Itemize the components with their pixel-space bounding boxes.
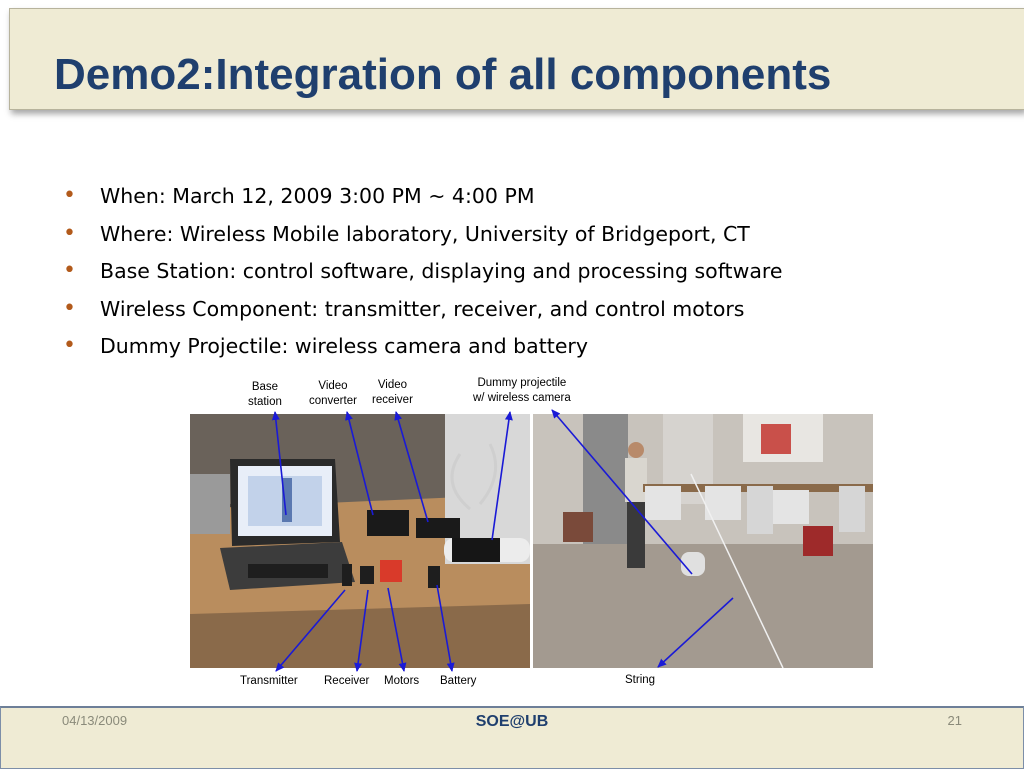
video-converter-label: Video converter xyxy=(309,380,357,407)
bullet-item xyxy=(60,216,990,254)
bullet-text: Dummy Projectile: wireless camera and battery xyxy=(100,334,588,358)
classroom-photo xyxy=(533,414,873,668)
bullet-text: When: March 12, 2009 3:00 PM ~ 4:00 PM xyxy=(100,184,535,208)
slide-number: 21 xyxy=(947,713,962,728)
bullet-item xyxy=(60,291,990,329)
bullet-item xyxy=(60,328,990,366)
bullet-icon: • xyxy=(63,183,76,208)
battery-label: Battery xyxy=(440,675,477,687)
bullet-item xyxy=(60,178,990,216)
footer-date: 04/13/2009 xyxy=(62,713,128,728)
footer-title: SOE@UB xyxy=(475,713,549,730)
transmitter-label: Transmitter xyxy=(240,675,298,687)
bullet-text: Wireless Component: transmitter, receiver, and control motors xyxy=(100,296,745,321)
string-label: String xyxy=(625,674,656,686)
video-receiver-label: Video receiver xyxy=(372,379,413,406)
bullet-icon: • xyxy=(63,220,76,246)
bullet-icon: • xyxy=(63,258,76,283)
bullet-item xyxy=(60,253,990,291)
dummy-projectile-label: Dummy projectile w/ wireless camera xyxy=(473,377,571,404)
bullet-text: Where: Wireless Mobile laboratory, University of Bridgeport, CT xyxy=(100,221,750,246)
slide-title: Demo2:Integration of all components xyxy=(54,50,832,99)
bullet-icon: • xyxy=(63,295,76,321)
bullet-text: Base Station: control software, displaying and processing software xyxy=(100,259,783,283)
bullet-icon: • xyxy=(63,333,76,358)
lab-bench-photo xyxy=(190,414,530,668)
motors-label: Motors xyxy=(384,675,420,687)
receiver-label: Receiver xyxy=(324,675,370,687)
base-station-label: Base station xyxy=(248,381,282,408)
bullet-list xyxy=(60,178,990,366)
